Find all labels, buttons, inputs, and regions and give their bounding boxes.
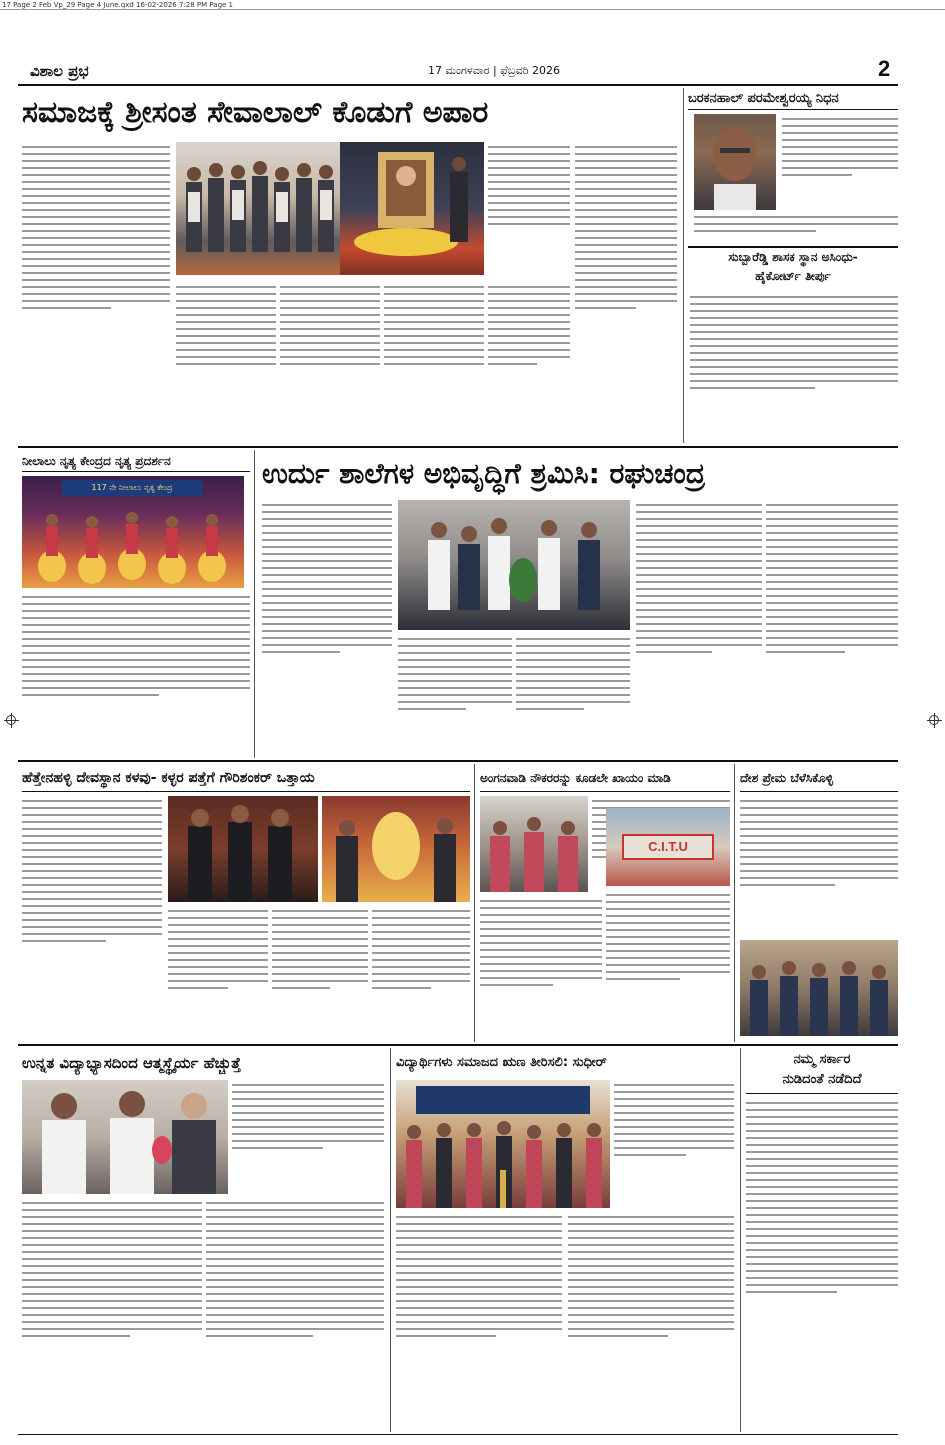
neelalu-body — [22, 592, 250, 756]
deshaprema-photo — [740, 940, 898, 1036]
sevalal-body-col2 — [176, 282, 276, 420]
page-bottom-rule — [18, 1434, 898, 1435]
govt-headline-box — [746, 1050, 898, 1094]
page-number: 2 — [878, 56, 891, 81]
anganwadi-headline: ಅಂಗನವಾಡಿ ನೌಕರರನ್ನು ಕೂಡಲೇ ಖಾಯಂ ಮಾಡಿ — [480, 771, 671, 785]
students-figures — [396, 1080, 610, 1208]
temple-headline-box — [22, 766, 470, 792]
anganwadi-headline-box — [480, 766, 730, 792]
higher-edu-body-a — [232, 1080, 384, 1194]
anganwadi-photo-2 — [606, 808, 730, 886]
temple-body-col1 — [22, 796, 162, 1038]
urdu-figures — [398, 500, 630, 630]
students-headline: ವಿದ್ಯಾರ್ಥಿಗಳು ಸಮಾಜದ ಋಣ ತೀರಿಸಲಿ: ಸುಧೀರ್ — [396, 1055, 607, 1070]
neelalu-dance-photo — [22, 476, 244, 588]
neelalu-headline: ನೀಲಾಲು ನೃತ್ಯ ಕೇಂದ್ರದ ನೃತ್ಯ ಪ್ರದರ್ಶನ — [22, 454, 171, 468]
anganwadi-body-col3 — [606, 890, 730, 1038]
govt-body — [746, 1098, 898, 1428]
print-slug: 17 Page 2 Feb Vp_29 Page 4 June.qxd 16-02-2026 7:28 PM Page 1 — [0, 0, 945, 10]
deshaprema-figures — [740, 940, 898, 1036]
obituary-headline-box — [688, 90, 898, 110]
column-rule-5 — [390, 1048, 391, 1432]
dateline: 17 ಮಂಗಳವಾರ | ಫೆಬ್ರವರಿ 2026 — [428, 64, 560, 77]
temple-photo-1 — [168, 796, 318, 902]
column-rule-4 — [734, 764, 735, 1042]
students-body-col1 — [396, 1212, 562, 1428]
subbareddy-headline-1: ಸುಬ್ಬಾರೆಡ್ಡಿ ಶಾಸಕ ಸ್ಥಾನ ಅಸಿಂಧು- — [728, 250, 858, 264]
temple-body-col3 — [272, 906, 368, 1038]
registration-mark-right — [929, 715, 939, 725]
dance-banner: 117 ನೇ ನೀಲಾಲು ನೃತ್ಯ ಕೇಂದ್ರ — [62, 480, 202, 496]
citu-banner: C.I.T.U — [622, 834, 714, 860]
temple-figures-1 — [168, 796, 318, 902]
higher-edu-headline-box — [22, 1050, 384, 1078]
temple-body-col4 — [372, 906, 470, 1038]
urdu-body-col3 — [516, 634, 630, 756]
anganwadi-figures-1 — [480, 796, 588, 892]
urdu-body-col2 — [398, 634, 512, 756]
dancers — [22, 476, 244, 588]
higher-edu-photo — [22, 1080, 228, 1194]
sevalal-body-col4 — [384, 282, 484, 420]
sevalal-body-col3 — [280, 282, 380, 420]
registration-mark-left — [6, 715, 16, 725]
paper-logo: ವಿಶಾಲ ಪ್ರಭ — [30, 62, 89, 80]
sevalal-body-col-right-b — [575, 142, 677, 420]
subbareddy-headline-2: ಹೈಕೋರ್ಟ್ ತೀರ್ಪು — [755, 269, 831, 283]
sevalal-body-col-right-a — [488, 142, 570, 275]
neelalu-headline-box — [22, 452, 250, 472]
higher-edu-headline: ಉನ್ನತ ವಿದ್ಯಾಭ್ಯಾಸದಿಂದ ಆತ್ಮಸ್ಥೈರ್ಯ ಹೆಚ್ಚುತ್ತೆ — [22, 1054, 241, 1072]
sevalal-portrait-stage-photo — [340, 142, 484, 275]
section-rule-1 — [18, 446, 898, 448]
masthead-rule — [18, 84, 898, 86]
urdu-body-col1 — [262, 500, 392, 756]
sevalal-body-col1 — [22, 142, 170, 420]
higher-edu-body-col2 — [206, 1198, 384, 1428]
deshaprema-body — [740, 796, 898, 936]
urdu-body-col5 — [766, 500, 898, 756]
govt-headline-2: ನುಡಿದಂತೆ ನಡೆದಿದೆ — [782, 1072, 862, 1087]
column-rule-2 — [254, 450, 255, 758]
temple-photo-2 — [322, 796, 470, 902]
subbareddy-headline-box — [688, 246, 898, 288]
sevalal-body-col5 — [488, 282, 570, 420]
portrait-face — [694, 114, 776, 210]
students-body-a — [614, 1080, 734, 1208]
anganwadi-photo-1 — [480, 796, 588, 892]
urdu-headline: ಉರ್ದು ಶಾಲೆಗಳ ಅಭಿವೃದ್ಧಿಗೆ ಶ್ರಮಿಸಿ: ರಘುಚಂದ್ರ — [262, 457, 706, 490]
temple-figures-2 — [322, 796, 470, 902]
urdu-event-photo — [398, 500, 630, 630]
obituary-headline: ಬರಕನಹಾಲ್ ಪರಮೇಶ್ವರಯ್ಯ ನಿಧನ — [688, 91, 839, 106]
section-rule-2 — [18, 760, 898, 762]
higher-edu-figures — [22, 1080, 228, 1194]
temple-headline: ಹೆತ್ತೇನಹಳ್ಳಿ ದೇವಸ್ಥಾನ ಕಳವು- ಕಳ್ಳರ ಪತ್ತೆಗೆ ಗೌರಿಶಂಕರ್ ಒತ್ತಾಯ — [22, 770, 315, 786]
students-body-col2 — [568, 1212, 734, 1428]
anganwadi-body-col2 — [480, 896, 602, 1038]
column-rule-6 — [740, 1048, 741, 1432]
column-rule — [683, 88, 684, 443]
obituary-body-a — [782, 114, 898, 210]
section-rule-3 — [18, 1044, 898, 1046]
govt-headline-1: ನಮ್ಮ ಸರ್ಕಾರ — [793, 1052, 851, 1067]
column-rule-3 — [474, 764, 475, 1042]
urdu-headline-box — [262, 452, 898, 498]
higher-edu-body-col1 — [22, 1198, 202, 1428]
stage-portrait — [340, 142, 484, 275]
subbareddy-body — [690, 292, 898, 442]
obituary-body-b — [694, 212, 898, 242]
sevalal-headline: ಸಮಾಜಕ್ಕೆ ಶ್ರೀಸಂತ ಸೇವಾಲಾಲ್ ಕೊಡುಗೆ ಅಪಾರ — [22, 95, 489, 130]
deshaprema-headline: ದೇಶ ಪ್ರೇಮ ಬೆಳೆಸಿಕೊಳ್ಳಿ — [740, 771, 834, 785]
obituary-portrait — [694, 114, 776, 210]
sevalal-headline-box — [22, 90, 677, 138]
urdu-body-col4 — [636, 500, 762, 756]
masthead — [18, 56, 898, 82]
deshaprema-headline-box — [740, 766, 898, 792]
students-event-photo — [396, 1080, 610, 1208]
students-headline-box — [396, 1050, 734, 1078]
temple-body-col2 — [168, 906, 268, 1038]
